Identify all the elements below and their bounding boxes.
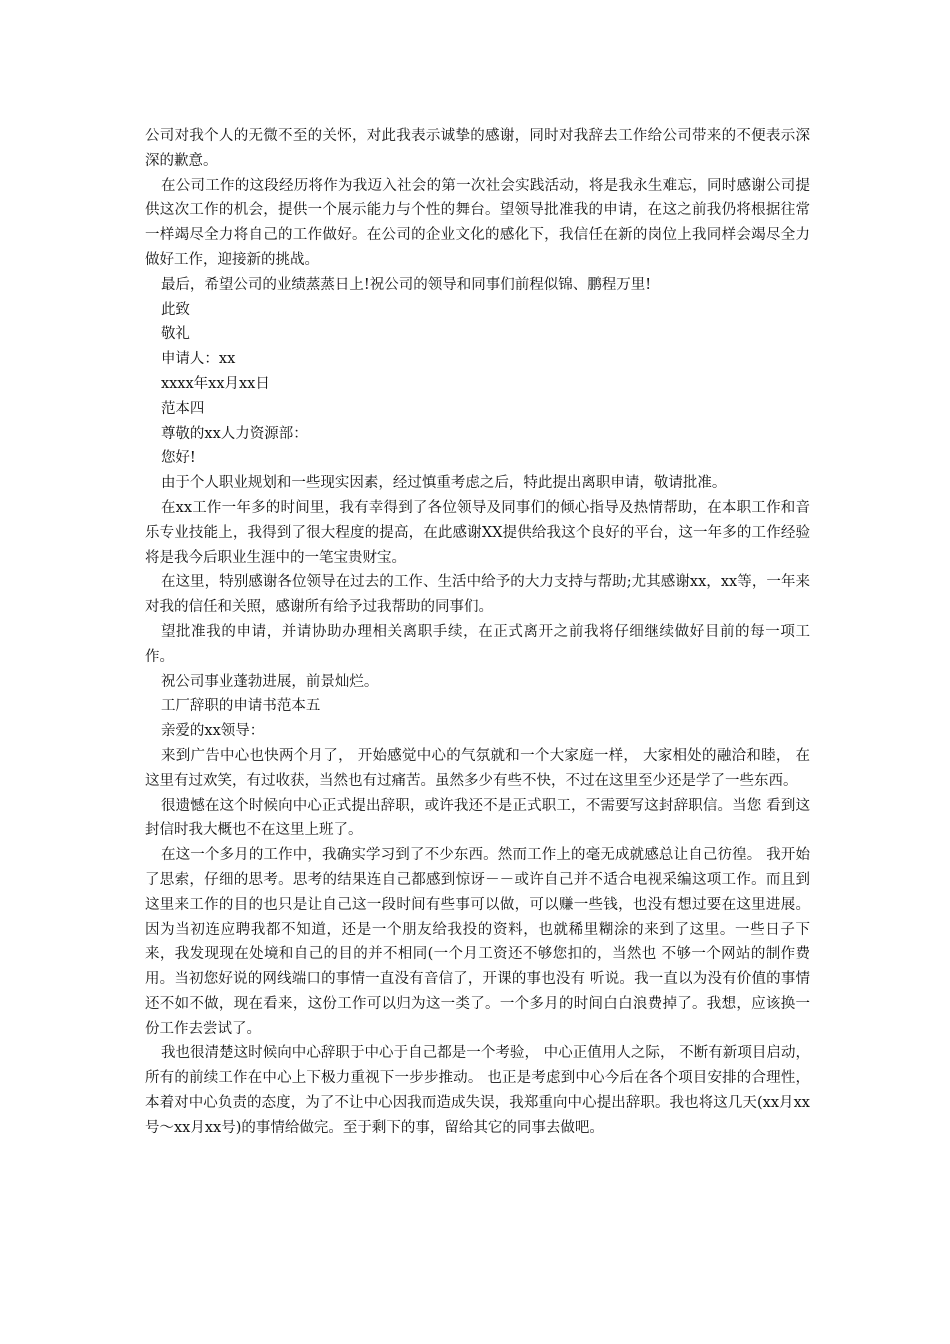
paragraph: 在xx工作一年多的时间里，我有幸得到了各位领导及同事们的倾心指导及热情帮助，在本职工作和音乐专业技能上，我得到了很大程度的提高，在此感谢XX提供给我这个良好的平台，这一年多的工作经验将是我今后职业生涯中的一笔宝贵财宝。 [145, 499, 810, 566]
salutation: 亲爱的xx领导： [160, 723, 265, 740]
paragraph: 最后，希望公司的业绩蒸蒸日上!祝公司的领导和同事们前程似锦、鹏程万里! [160, 276, 652, 293]
salutation: 尊敬的xx人力资源部： [160, 425, 308, 442]
greeting: 您好! [160, 450, 196, 467]
paragraph: 我也很清楚这时候向中心辞职于中心于自己都是一个考验， 中心正值用人之际， 不断有新项目启动， 所有的前续工作在中心上下极力重视下一步步推动。 也正是考虑到中心今后在各个项目安排的合理性，本着对中心负责的态度，为了不让中心因我而造成失误，我郑重向中心提出辞职。我也将这几天(xx月xx号～xx月xx号)的事情给做完。至于剩下的事，留给其它的同事去做吧。 [145, 1045, 810, 1136]
applicant-line: 申请人：xx [160, 351, 236, 368]
paragraph: 在这一个多月的工作中，我确实学习到了不少东西。然而工作上的毫无成就感总让自己彷徨。 我开始了思索，仔细的思考。思考的结果连自己都感到惊讶－－或许自己并不适合电视采编这项工作。而且到这里来工作的目的也只是让自己这一段时间有些事可以做，可以赚一些钱，也没有想过要在这里进展。因为当初连应聘我都不知道，还是一个朋友给我投的资料，也就稀里糊涂的来到了这里。一些日子下来，我发现现在处境和自己的目的并不相同(一个月工资还不够您扣的，当然也 不够一个网站的制作费用。当初您好说的网线端口的事情一直没有音信了，开课的事也没有 听说。我一直以为没有价值的事情还不如不做，现在看来，这份工作可以归为这一类了。一个多月的时间白白浪费掉了。我想，应该换一份工作去尝试了。 [145, 847, 810, 1037]
section-heading: 工厂辞职的申请书范本五 [160, 698, 321, 715]
paragraph: 公司对我个人的无微不至的关怀，对此我表示诚挚的感谢，同时对我辞去工作给公司带来的不便表示深深的歉意。 [145, 128, 810, 169]
section-heading: 范本四 [160, 400, 205, 417]
paragraph: 来到广告中心也快两个月了， 开始感觉中心的气氛就和一个大家庭一样， 大家相处的融洽和睦， 在这里有过欢笑，有过收获，当然也有过痛苦。虽然多少有些不快，不过在这里至少还是学了一些东西。 [145, 747, 810, 789]
closing-salute: 敬礼 [160, 326, 190, 343]
paragraph: 在公司工作的这段经历将作为我迈入社会的第一次社会实践活动，将是我永生难忘，同时感谢公司提供这次工作的机会，提供一个展示能力与个性的舞台。望领导批准我的申请，在这之前我仍将根据往常一样竭尽全力将自己的工作做好。在公司的企业文化的感化下，我信任在新的岗位上我同样会竭尽全力做好工作，迎接新的挑战。 [145, 177, 810, 268]
paragraph: 由于个人职业规划和一些现实因素，经过慎重考虑之后，特此提出离职申请，敬请批准。 [160, 475, 727, 492]
paragraph: 望批准我的申请，并请协助办理相关离职手续，在正式离开之前我将仔细继续做好目前的每一项工作。 [145, 623, 810, 665]
document-body [145, 124, 810, 1141]
closing-line: 此致 [160, 301, 190, 318]
date-line: xxxx年xx月xx日 [160, 375, 270, 392]
paragraph: 在这里，特别感谢各位领导在过去的工作、生活中给予的大力支持与帮助;尤其感谢xx，xx等，一年来对我的信任和关照，感谢所有给予过我帮助的同事们。 [145, 574, 810, 616]
paragraph: 很遗憾在这个时候向中心正式提出辞职，或许我还不是正式职工，不需要写这封辞职信。当您 看到这封信时我大概也不在这里上班了。 [145, 797, 810, 839]
paragraph: 祝公司事业蓬勃进展，前景灿烂。 [160, 673, 379, 690]
